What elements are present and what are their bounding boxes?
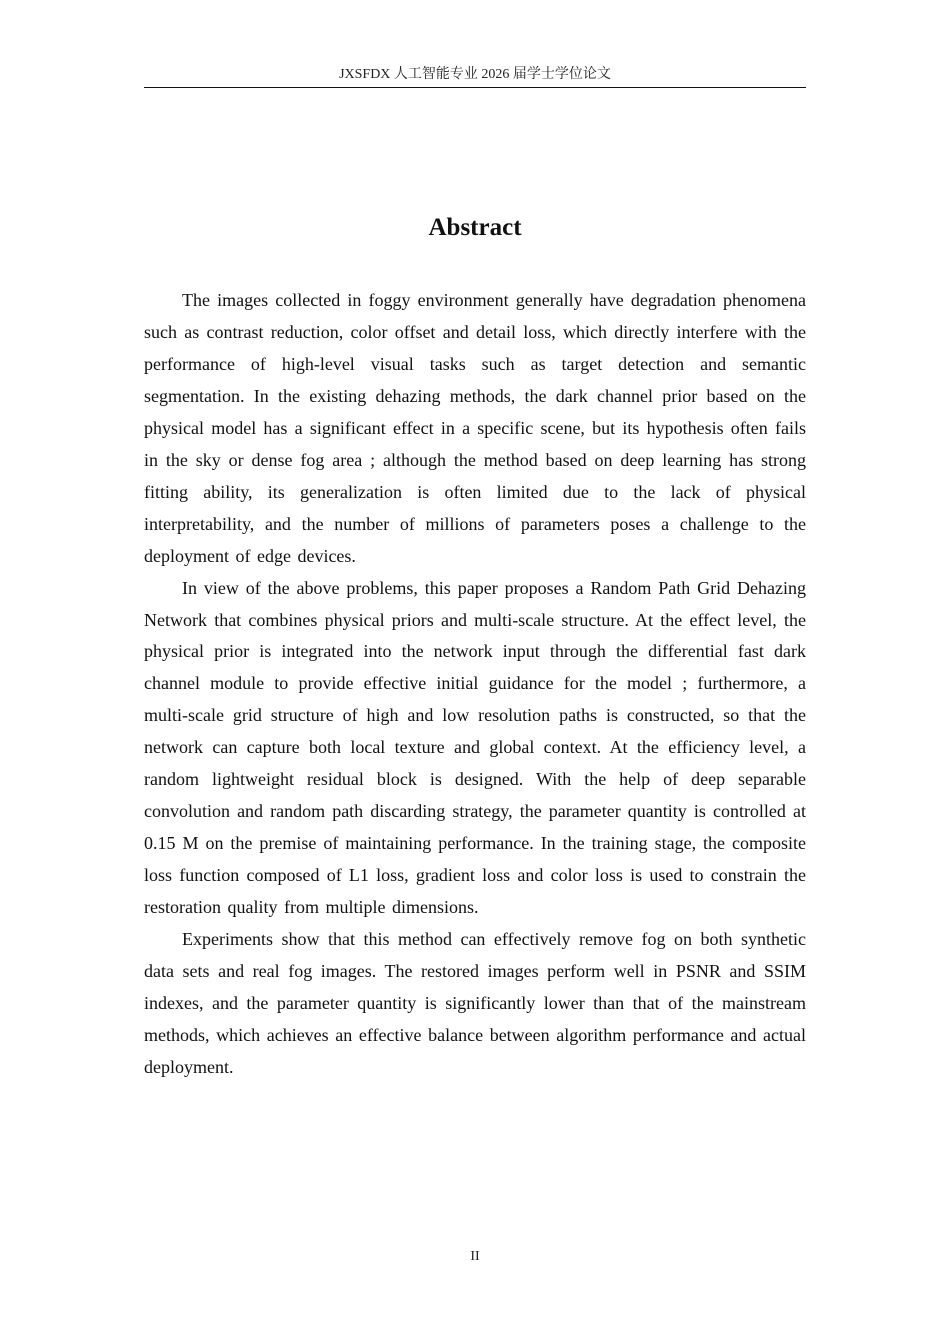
abstract-body <box>144 285 806 1084</box>
running-header: JXSFDX 人工智能专业 2026 届学士学位论文 <box>339 67 611 82</box>
abstract-paragraph-3: Experiments show that this method can effectively remove fog on both synthetic data sets and real fog images. The restored images perform well in PSNR and SSIM indexes, and the parameter quantity is significantly lower than that of the mainstream methods, which achieves an effective balance between algorithm performance and actual deployment. <box>144 929 806 1077</box>
page-number: II <box>470 1249 480 1264</box>
header-divider <box>144 87 806 88</box>
abstract-paragraph-1: The images collected in foggy environment generally have degradation phenomena such as contrast reduction, color offset and detail loss, which directly interfere with the performance of high-level visual tasks such as target detection and semantic segmentation. In the existing dehazing methods, the dark channel prior based on the physical model has a significant effect in a specific scene, but its hypothesis often fails in the sky or dense fog area ; although the method based on deep learning has strong fitting ability, its generalization is often limited due to the lack of physical interpretability, and the number of millions of parameters poses a challenge to the deployment of edge devices. <box>144 290 806 566</box>
abstract-paragraph-2: In view of the above problems, this paper proposes a Random Path Grid Dehazing Network that combines physical priors and multi-scale structure. At the effect level, the physical prior is integrated into the network input through the differential fast dark channel module to provide effective initial guidance for the model ; furthermore, a multi-scale grid structure of high and low resolution paths is constructed, so that the network can capture both local texture and global context. At the efficiency level, a random lightweight residual block is designed. With the help of deep separable convolution and random path discarding strategy, the parameter quantity is controlled at 0.15 M on the premise of maintaining performance. In the training stage, the composite loss function composed of L1 loss, gradient loss and color loss is used to constrain the restoration quality from multiple dimensions. <box>144 577 806 918</box>
abstract-title: Abstract <box>428 214 522 241</box>
